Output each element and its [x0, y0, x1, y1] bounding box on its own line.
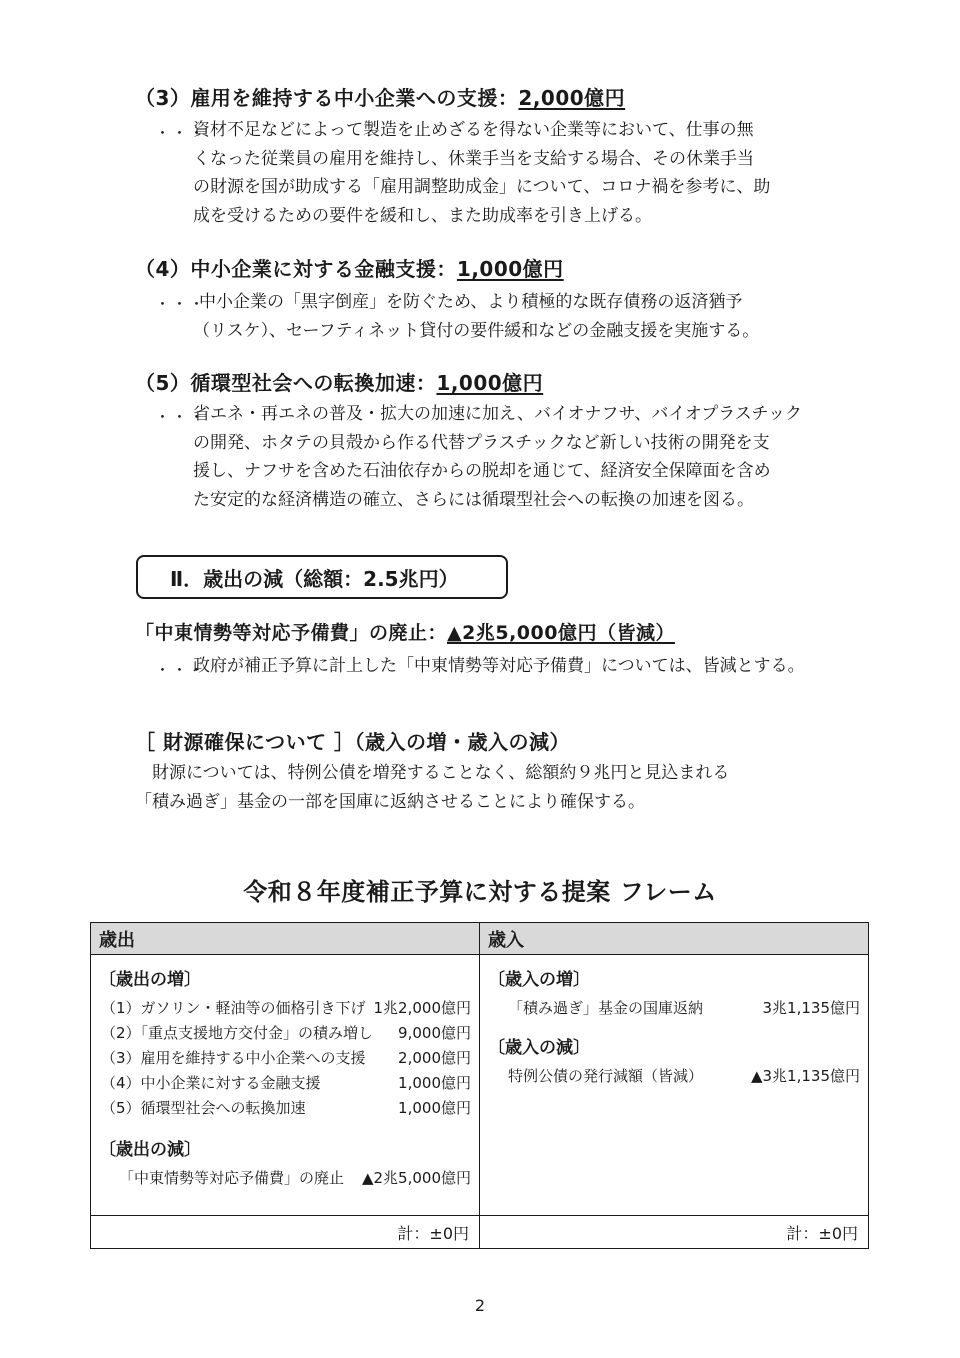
section-2-heading-text: 「中東情勢等対応予備費」の廃止：: [135, 622, 448, 644]
section-2-heading: [135, 618, 675, 645]
rev-increase-label: 〔歳入の増〕: [488, 970, 590, 990]
item-3-heading-text: （3）雇用を維持する中小企業への支援：: [135, 86, 519, 110]
rev-decrease-label: 〔歳入の減〕: [488, 1038, 590, 1058]
item-3-heading: [135, 82, 625, 111]
item-5-line: 援し、ナフサを含めた石油依存からの脱却を通じて、経済安全保障面を含め: [193, 461, 771, 481]
row-amount: 1,000億円: [398, 1099, 471, 1117]
item-5-heading: [135, 367, 543, 396]
revenue-cell: [480, 955, 869, 1216]
table-row: [91, 1166, 479, 1191]
row-label: （2）「重点支援地方交付金」の積み増し: [101, 1024, 374, 1042]
revenue-total: 計：±0円: [480, 1216, 869, 1249]
table-row: [91, 996, 479, 1021]
expenditure-cell: [91, 955, 480, 1216]
section-2-dots: ・・・: [155, 661, 207, 679]
item-5-line: 省エネ・再エネの普及・拡大の加速に加え、バイオナフサ、バイオプラスチック: [193, 404, 802, 424]
item-3-body: [193, 116, 770, 230]
row-label: 「中東情勢等対応予備費」の廃止: [119, 1169, 345, 1187]
budget-frame-table: [90, 922, 869, 1249]
row-amount: 9,000億円: [398, 1024, 471, 1042]
table-row: [91, 1071, 479, 1096]
row-label: （3）雇用を維持する中小企業への支援: [101, 1049, 366, 1067]
item-5-line: の開発、ホタテの貝殻から作る代替プラスチックなど新しい技術の開発を支: [193, 432, 770, 453]
funding-line: 財源については、特例公債を増発することなく、総額約９兆円と見込まれる: [135, 763, 730, 783]
item-4-body: [193, 288, 759, 345]
table-row: [480, 996, 868, 1021]
funding-heading: ［ 財源確保について ］（歳入の増・歳入の減）: [135, 730, 571, 754]
exp-decrease-label: 〔歳出の減〕: [99, 1140, 201, 1160]
funding-line: 「積み過ぎ」基金の一部を国庫に返納させることにより確保する。: [135, 791, 645, 812]
expenditure-total: 計：±0円: [91, 1216, 480, 1249]
item-5-dots: ・・・: [155, 408, 207, 426]
item-5-amount: 1,000億円: [436, 371, 544, 395]
page-number: 2: [474, 1296, 486, 1315]
item-4-line: 中小企業の「黒字倒産」を防ぐため、より積極的な既存債務の返済猶予: [199, 292, 743, 312]
expenditure-header: 歳出: [91, 923, 480, 955]
item-3-line: くなった従業員の雇用を維持し、休業手当を支給する場合、その休業手当: [193, 148, 754, 169]
table-row: [91, 1096, 479, 1121]
section-2-amount: ▲2兆5,000億円（皆減）: [447, 622, 675, 644]
revenue-header: 歳入: [480, 923, 869, 955]
table-row: [91, 1021, 479, 1046]
row-amount: 2,000億円: [398, 1049, 471, 1067]
row-label: 「積み過ぎ」基金の国庫返納: [508, 999, 704, 1017]
item-3-line: 成を受けるための要件を緩和し、また助成率を引き上げる。: [193, 205, 652, 226]
row-amount: 1,000億円: [398, 1074, 471, 1092]
funding-body: [135, 759, 729, 816]
item-4-heading: [135, 253, 564, 282]
section-2-title-box: [136, 555, 508, 599]
row-amount: 3兆1,135億円: [762, 999, 860, 1017]
row-amount: 1兆2,000億円: [373, 999, 471, 1017]
table-row: [480, 1064, 868, 1089]
item-5-heading-text: （5）循環型社会への転換加速：: [135, 371, 437, 395]
row-amount: ▲2兆5,000億円: [361, 1169, 471, 1187]
table-row: [91, 1046, 479, 1071]
item-3-amount: 2,000億円: [518, 86, 626, 110]
item-4-line: （リスケ）、セーフティネット貸付の要件緩和などの金融支援を実施する。: [193, 320, 760, 341]
item-3-line: の財源を国が助成する「雇用調整助成金」について、コロナ禍を参考に、助: [193, 177, 771, 197]
item-5-line: た安定的な経済構造の確立、さらには循環型社会への転換の加速を図る。: [193, 489, 754, 510]
row-label: （1）ガソリン・軽油等の価格引き下げ: [101, 999, 366, 1017]
row-amount: ▲3兆1,135億円: [750, 1067, 860, 1085]
exp-increase-label: 〔歳出の増〕: [99, 970, 201, 990]
section-2-body: 政府が補正予算に計上した「中東情勢等対応予備費」については、皆減とする。: [193, 656, 805, 676]
item-5-body: [193, 400, 802, 514]
frame-title: 令和８年度補正予算に対する提案 フレーム: [243, 878, 717, 906]
item-4-amount: 1,000億円: [456, 257, 564, 281]
item-4-dots: ・・・: [155, 295, 207, 313]
row-label: （4）中小企業に対する金融支援: [101, 1074, 321, 1092]
item-3-line: 資材不足などによって製造を止めざるを得ない企業等において、仕事の無: [193, 120, 754, 140]
item-3-dots: ・・・: [155, 124, 207, 142]
section-2-title: Ⅱ．歳出の減（総額：2.5兆円）: [170, 566, 459, 591]
item-4-heading-text: （4）中小企業に対する金融支援：: [135, 257, 457, 281]
row-label: 特例公債の発行減額（皆減）: [508, 1067, 704, 1085]
row-label: （5）循環型社会への転換加速: [101, 1099, 306, 1117]
